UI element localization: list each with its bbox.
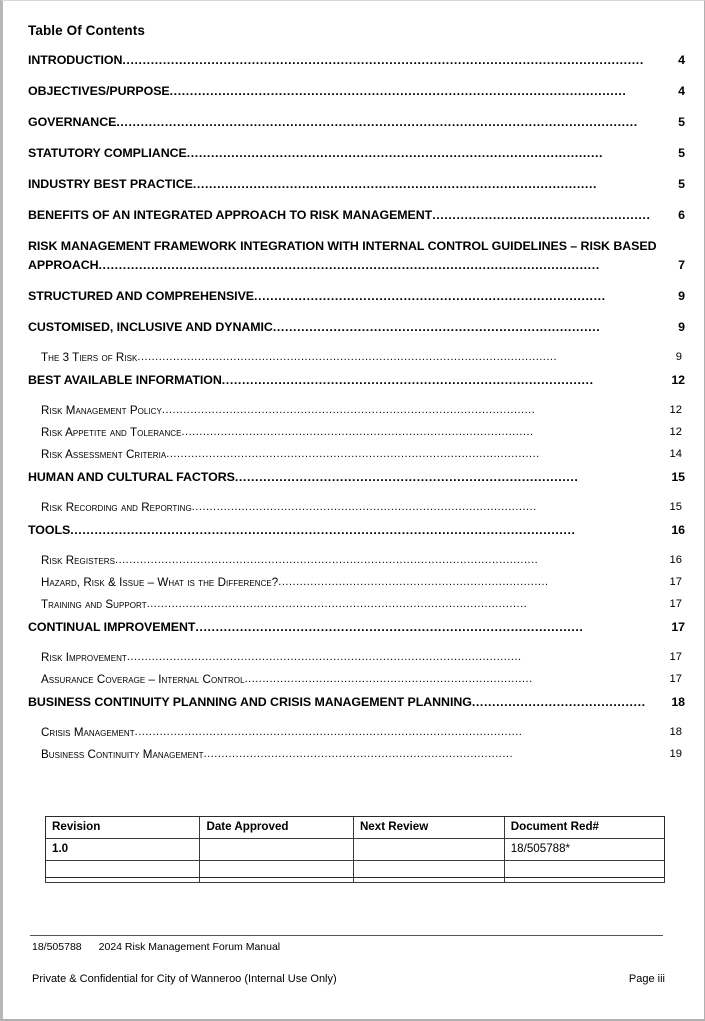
toc-page-number: 12 bbox=[669, 426, 682, 438]
toc-entry[interactable] bbox=[41, 499, 685, 516]
toc-entry-label: BEST AVAILABLE INFORMATION bbox=[28, 373, 222, 387]
toc-entry-label: Risk Improvement bbox=[41, 651, 127, 664]
toc-entry[interactable] bbox=[41, 746, 685, 763]
toc-entry-label: CONTINUAL IMPROVEMENT bbox=[28, 620, 196, 634]
table-cell[interactable] bbox=[46, 861, 200, 883]
toc-dot-leader: ....................................................................................................................... bbox=[115, 554, 539, 566]
toc-page-number: 12 bbox=[671, 373, 685, 387]
table-row bbox=[46, 839, 665, 861]
toc-entry-label: BUSINESS CONTINUITY PLANNING AND CRISIS MANAGEMENT PLANNING bbox=[28, 695, 472, 709]
table-header-cell: Revision bbox=[46, 817, 200, 839]
toc-dot-leader: ............................................................................................................. bbox=[134, 726, 523, 738]
toc-entry-label: GOVERNANCE bbox=[28, 115, 117, 129]
toc-dot-leader: ................................................................................................... bbox=[181, 426, 534, 438]
toc-dot-leader: ......................................................................................................... bbox=[166, 448, 540, 460]
toc-entry-label: BENEFITS OF AN INTEGRATED APPROACH TO RISK MANAGEMENT bbox=[28, 208, 433, 222]
revision-table bbox=[45, 816, 665, 883]
toc-dot-leader: ....................................................................................... bbox=[254, 289, 606, 303]
table-row bbox=[46, 861, 665, 883]
toc-dot-leader: ................................................................................................................. bbox=[169, 84, 627, 98]
toc-entry-label: Training and Support bbox=[41, 598, 147, 611]
toc-entry[interactable] bbox=[28, 693, 685, 712]
table-header-cell: Date Approved bbox=[200, 817, 353, 839]
toc-entry-label: Risk Management Policy bbox=[41, 404, 162, 417]
toc-entry-label: STATUTORY COMPLIANCE bbox=[28, 146, 187, 160]
toc-dot-leader: ................................................................................. bbox=[272, 320, 601, 334]
toc-page-number: 15 bbox=[669, 501, 682, 513]
toc-entry[interactable] bbox=[41, 424, 685, 441]
toc-page-number: 16 bbox=[669, 554, 682, 566]
toc-entry-label: OBJECTIVES/PURPOSE bbox=[28, 84, 170, 98]
toc-dot-leader: ....................................................................................... bbox=[203, 748, 513, 760]
toc-page-number: 9 bbox=[678, 320, 685, 334]
toc-dot-leader: ............................................................................................................................. bbox=[70, 523, 576, 537]
toc-entry[interactable] bbox=[41, 552, 685, 569]
toc-entry[interactable] bbox=[28, 237, 685, 275]
toc-entry[interactable] bbox=[28, 175, 685, 194]
toc-dot-leader: ........................................... bbox=[471, 695, 646, 709]
toc-entry-label: Risk Recording and Reporting bbox=[41, 501, 192, 514]
toc-dot-leader: ........................................................................................................... bbox=[146, 598, 528, 610]
toc-entry[interactable] bbox=[41, 402, 685, 419]
toc-dot-leader: ................................................................................. bbox=[244, 673, 533, 685]
toc-dot-leader: .................................................................................................... bbox=[192, 177, 598, 191]
toc-dot-leader: ....................................................................................................... bbox=[186, 146, 604, 160]
toc-heading: Table Of Contents bbox=[28, 23, 145, 38]
toc-entry-label: HUMAN AND CULTURAL FACTORS bbox=[28, 470, 235, 484]
toc-entry-label: INDUSTRY BEST PRACTICE bbox=[28, 177, 193, 191]
toc-entry-label-text: APPROACH bbox=[28, 258, 99, 272]
toc-entry[interactable] bbox=[41, 649, 685, 666]
toc-page-number: 5 bbox=[678, 115, 685, 129]
footer-document-line bbox=[32, 940, 280, 954]
toc-entry[interactable] bbox=[28, 113, 685, 132]
toc-entry[interactable] bbox=[28, 521, 685, 540]
toc-entry[interactable] bbox=[28, 287, 685, 306]
toc-entry-label: Risk Registers bbox=[41, 554, 116, 567]
table-header-cell: Next Review bbox=[353, 817, 504, 839]
toc-entry[interactable] bbox=[28, 618, 685, 637]
toc-page-number: 5 bbox=[678, 177, 685, 191]
toc-entry[interactable] bbox=[28, 468, 685, 487]
toc-page-number: 16 bbox=[671, 523, 685, 537]
toc-entry-label: STRUCTURED AND COMPREHENSIVE bbox=[28, 289, 255, 303]
toc-entry-label: Risk Appetite and Tolerance bbox=[41, 426, 182, 439]
table-cell[interactable] bbox=[200, 839, 353, 861]
table-cell[interactable]: 18/505788* bbox=[504, 839, 664, 861]
toc-page-number: 4 bbox=[678, 84, 685, 98]
toc-entry[interactable] bbox=[28, 51, 685, 70]
table-cell[interactable] bbox=[504, 861, 664, 883]
toc-entry-label: INTRODUCTION bbox=[28, 53, 123, 67]
toc-entry-label-continued bbox=[28, 256, 685, 275]
toc-entry[interactable] bbox=[28, 318, 685, 337]
table-cell[interactable] bbox=[200, 861, 353, 883]
footer-divider bbox=[30, 935, 663, 936]
table-of-contents bbox=[28, 23, 685, 768]
toc-entry-label: The 3 Tiers of Risk bbox=[41, 351, 138, 364]
toc-entry[interactable] bbox=[28, 371, 685, 390]
toc-page-number: 17 bbox=[669, 576, 682, 588]
toc-dot-leader: ............................................................................................................................ bbox=[98, 258, 600, 272]
toc-page-number: 17 bbox=[669, 673, 682, 685]
toc-entry-label: CUSTOMISED, INCLUSIVE AND DYNAMIC bbox=[28, 320, 273, 334]
footer-confidentiality-line bbox=[32, 972, 665, 987]
toc-page-number: 9 bbox=[678, 289, 685, 303]
toc-dot-leader: ...................................................... bbox=[432, 208, 651, 222]
toc-page-number: 5 bbox=[678, 146, 685, 160]
toc-entry[interactable] bbox=[28, 206, 685, 225]
toc-entry[interactable] bbox=[41, 446, 685, 463]
toc-entry[interactable] bbox=[41, 574, 685, 591]
table-header-row bbox=[46, 817, 665, 839]
toc-dot-leader: ............................................................................ bbox=[278, 576, 549, 588]
table-cell[interactable]: 1.0 bbox=[46, 839, 200, 861]
toc-page-number: 17 bbox=[671, 620, 685, 634]
toc-dot-leader: ................................................................................................................................. bbox=[116, 115, 638, 129]
toc-dot-leader: ................................................................................................ bbox=[195, 620, 584, 634]
toc-page-number: 19 bbox=[669, 748, 682, 760]
toc-entry[interactable] bbox=[28, 144, 685, 163]
toc-page-number: 6 bbox=[678, 208, 685, 222]
toc-page-number: 7 bbox=[678, 258, 685, 272]
toc-page-number: 12 bbox=[669, 404, 682, 416]
toc-page-number: 18 bbox=[671, 695, 685, 709]
table-cell[interactable] bbox=[353, 861, 504, 883]
toc-page-number: 4 bbox=[678, 53, 685, 67]
toc-dot-leader: ................................................................................................. bbox=[191, 501, 537, 513]
toc-entry-label: RISK MANAGEMENT FRAMEWORK INTEGRATION WITH INTERNAL CONTROL GUIDELINES – RISK BASED bbox=[28, 239, 657, 253]
toc-entry-label: Hazard, Risk & Issue – What is the Difference? bbox=[41, 576, 279, 589]
toc-dot-leader: ............................................................................................................... bbox=[126, 651, 522, 663]
toc-dot-leader: ..................................................................................... bbox=[234, 470, 579, 484]
toc-page-number: 14 bbox=[669, 448, 682, 460]
table-header-cell: Document Red# bbox=[504, 817, 664, 839]
toc-entry-label: Assurance Coverage – Internal Control bbox=[41, 673, 245, 686]
toc-page-number: 9 bbox=[675, 351, 682, 363]
table-cell[interactable] bbox=[353, 839, 504, 861]
toc-entry[interactable] bbox=[41, 596, 685, 613]
toc-entry-label: Crisis Management bbox=[41, 726, 135, 739]
toc-entry-label: Business Continuity Management bbox=[41, 748, 204, 761]
toc-entry-label: TOOLS bbox=[28, 523, 71, 537]
toc-dot-leader: ................................................................................................................................. bbox=[122, 53, 644, 67]
toc-dot-leader: ............................................................................................ bbox=[221, 373, 594, 387]
toc-page-number: 18 bbox=[669, 726, 682, 738]
toc-entry[interactable] bbox=[41, 349, 685, 366]
toc-entry-list bbox=[28, 51, 685, 763]
toc-entry[interactable] bbox=[28, 82, 685, 101]
toc-dot-leader: ...................................................................................................................... bbox=[137, 351, 558, 363]
footer-page-number: Page iii bbox=[628, 973, 665, 985]
toc-page-number: 17 bbox=[669, 598, 682, 610]
toc-entry-label: Risk Assessment Criteria bbox=[41, 448, 167, 461]
footer-doc-id: 18/505788 bbox=[32, 941, 82, 953]
toc-page-number: 15 bbox=[671, 470, 685, 484]
footer-doc-title: 2024 Risk Management Forum Manual bbox=[98, 941, 281, 953]
toc-dot-leader: ......................................................................................................... bbox=[161, 404, 536, 416]
toc-entry[interactable] bbox=[41, 724, 685, 741]
toc-page-number: 17 bbox=[669, 651, 682, 663]
toc-entry[interactable] bbox=[41, 671, 685, 688]
footer-confidentiality-text: Private & Confidential for City of Wanneroo (Internal Use Only) bbox=[32, 973, 337, 985]
